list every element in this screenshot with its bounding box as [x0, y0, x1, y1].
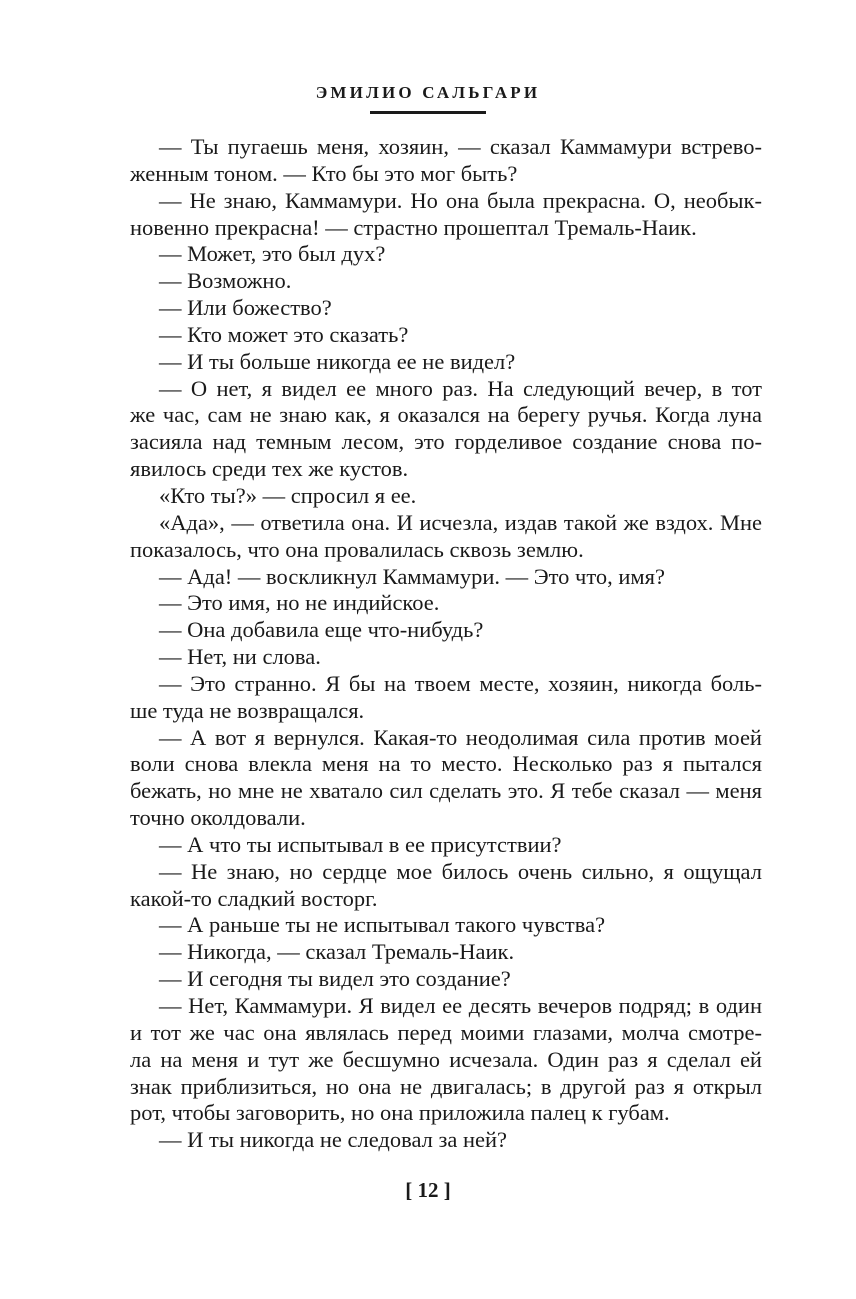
- text-line: — Нет, ни слова.: [159, 644, 321, 670]
- text-line: — Это странно. Я бы на твоем месте, хозяин, никогда боль-: [159, 670, 762, 696]
- text-line: новенно прекрасна! — страстно прошептал Тремаль-Наик.: [130, 214, 697, 240]
- text-line: ла на меня и тут же бесшумно исчезала. Один раз я сделал ей: [130, 1046, 762, 1072]
- text-line: — И ты больше никогда ее не видел?: [159, 348, 516, 374]
- text-line: «Ада», — ответила она. И исчезла, издав такой же вздох. Мне: [159, 509, 762, 535]
- running-head-author: ЭМИЛИО САЛЬГАРИ: [315, 83, 541, 102]
- text-line: — А что ты испытывал в ее присутствии?: [159, 831, 562, 857]
- text-line: женным тоном. — Кто бы это мог быть?: [130, 160, 518, 186]
- text-line: какой-то сладкий восторг.: [130, 885, 378, 911]
- text-line: — Ты пугаешь меня, хозяин, — сказал Каммамури встрево-: [159, 134, 762, 159]
- text-line: — Она добавила еще что-нибудь?: [159, 617, 484, 643]
- text-line: — Может, это был дух?: [159, 241, 386, 267]
- text-line: воли снова влекла меня на то место. Несколько раз я пытался: [130, 751, 762, 777]
- text-line: — Ада! — воскликнул Каммамури. — Это что, имя?: [159, 563, 665, 589]
- text-line: — И сегодня ты видел это создание?: [159, 966, 511, 992]
- text-line: показалось, что она провалилась сквозь землю.: [130, 536, 584, 562]
- text-line: — Никогда, — сказал Тремаль-Наик.: [159, 939, 515, 965]
- text-line: — Не знаю, Каммамури. Но она была прекрасна. О, необык-: [159, 187, 762, 213]
- text-line: — А раньше ты не испытывал такого чувства?: [159, 912, 606, 938]
- text-line: точно околдовали.: [130, 805, 306, 831]
- text-line: — Возможно.: [159, 268, 292, 294]
- text-line: «Кто ты?» — спросил я ее.: [159, 482, 417, 508]
- text-line: бежать, но мне не хватало сил сделать это. Я тебе сказал — меня: [130, 778, 763, 804]
- text-line: ше туда не возвращался.: [130, 697, 365, 723]
- body-text: [130, 134, 762, 1154]
- text-line: — Нет, Каммамури. Я видел ее десять вечеров подряд; в один: [159, 993, 762, 1018]
- text-line: — Или божество?: [159, 295, 332, 321]
- text-line: знак приблизиться, но она не двигалась; в другой раз я открыл: [130, 1073, 763, 1099]
- text-line: и тот же час она являлась перед моими глазами, молча смотре-: [130, 1019, 762, 1045]
- running-head: [0, 82, 856, 104]
- text-line: — Кто может это сказать?: [159, 321, 409, 347]
- text-line: — О нет, я видел ее много раз. На следующий вечер, в тот: [159, 375, 762, 401]
- text-line: — А вот я вернулся. Какая-то неодолимая сила против моей: [159, 724, 762, 750]
- text-line: рот, чтобы заговорить, но она приложила палец к губам.: [130, 1100, 670, 1126]
- text-line: — И ты никогда не следовал за ней?: [159, 1127, 508, 1153]
- text-line: явилось среди тех же кустов.: [130, 456, 409, 482]
- text-line: — Не знаю, но сердце мое билось очень сильно, я ощущал: [159, 858, 762, 884]
- text-line: засияла над темным лесом, это горделивое создание снова по-: [130, 429, 763, 455]
- text-line: же час, сам не знаю как, я оказался на берегу ручья. Когда луна: [130, 402, 763, 428]
- header-rule: [370, 111, 486, 114]
- page-number: [ 12 ]: [405, 1178, 451, 1202]
- text-line: — Это имя, но не индийское.: [159, 590, 440, 616]
